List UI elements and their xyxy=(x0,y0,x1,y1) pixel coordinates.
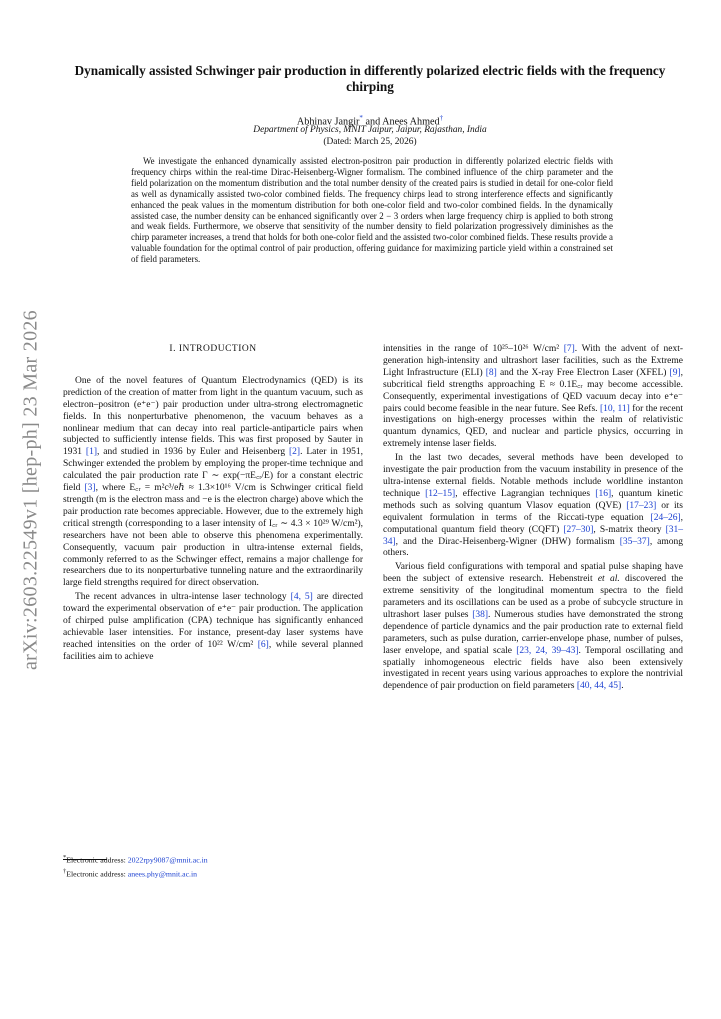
email-link-2[interactable]: anees.phy@mnit.ac.in xyxy=(127,869,198,879)
citation-link[interactable]: [40, 44, 45] xyxy=(576,681,622,692)
intro-paragraph-3: intensities in the range of 10²⁵–10²⁶ W/cm² [7]. With the advent of next-generation high-intensity and ultrashort laser facilities, such as the Extreme Light Infrastructure (ELI) [8] and the X-ray Free Electron Laser (XFEL) [9], subcritical field strengths approaching E ≈ 0.1E꜀ᵣ may become accessible. Consequently, experimental investigations of QED vacuum decay into e⁺e⁻ pairs could become feasible in the near future. See Refs. [10, 11] for the recent investigations on high-energy processes within the realm of relativistic quantum dynamics, QED, and nuclear and particle physics, occurring in extremely intense laser fields. xyxy=(383,344,683,450)
citation-link[interactable]: [7] xyxy=(563,344,575,354)
right-column xyxy=(383,344,683,695)
citation-link[interactable]: [23, 24, 39–43] xyxy=(516,645,579,656)
citation-link[interactable]: [31–34] xyxy=(383,524,684,547)
author-1: Abhinav Jangir xyxy=(296,116,360,128)
citation-link[interactable]: [38] xyxy=(472,609,489,620)
citation-link[interactable]: [12–15] xyxy=(425,488,456,499)
intro-paragraph-5: Various field configurations with temporal and spatial pulse shaping have been the subject of extensive research. Hebenstreit et al. discovered the extreme sensitivity of the longitudinal momentum spectra to the field parameters and its oscillations can be used as a probe of subcycle structure in ultrashort laser pulses [38]. Numerous studies have demonstrated the strong dependence of particle dynamics and the pair production rate to external field parameters, such as pulse duration, carrier-envelope phase, number of pulses, laser envelope, and spatial scale [23, 24, 39–43]. Temporal oscillating and spatially inhomogeneous electric fields have also been extensively investigated in recent years using various approaches to explore the nontrivial dependence of pair production on field parameters [40, 44, 45]. xyxy=(383,562,684,692)
citation-link[interactable]: [4, 5] xyxy=(290,592,313,603)
citation-link[interactable]: [2] xyxy=(289,447,301,458)
citation-link[interactable]: [8] xyxy=(485,367,497,378)
citation-link[interactable]: [27–30] xyxy=(563,524,594,535)
intro-paragraph-1: One of the novel features of Quantum Electrodynamics (QED) is its prediction of the creation of matter from light in the quantum vacuum, such as electron–positron (e⁺e⁻) pair production under ultra-strong electromagnetic fields. In this nonperturbative phenomenon, the vacuum behaves as a nonlinear medium that can decay into real particle-antiparticle pairs when subjected to sufficiently intense fields. This was first proposed by Sauter in 1931 [1], and studied in 1936 by Euler and Heisenberg [2]. Later in 1951, Schwinger extended the problem by employing the proper-time technique and calculated the pair production rate Γ ∼ exp(−πE꜀ᵣ/E) for a constant electric field [3], where E꜀ᵣ = m²c³/eℏ ≈ 1.3×10¹⁶ V/cm is Schwinger critical field strength (m is the electron mass and −e is the electron charge) above which the pair production rate becomes appreciable. However, due to the extremely high critical strength (corresponding to a laser intensity of I꜀ᵣ ∼ 4.3 × 10²⁹ W/cm²), researchers have not been able to observe this phenomena experimentally. Consequently, vacuum pair production in ultra-intense external fields, commonly referred to as the Schwinger effect, remains a major challenge for researchers due to its nonperturbative tunneling nature and the extraordinarily large field strengths required for direct observation. xyxy=(63,375,364,589)
citation-link[interactable]: [16] xyxy=(595,488,612,499)
paper-title: Dynamically assisted Schwinger pair production in differently polarized electric fields with the frequency chirping xyxy=(74,63,666,94)
citation-link[interactable]: [10, 11] xyxy=(599,403,630,414)
email-link-1[interactable]: 2022rpy9087@mnit.ac.in xyxy=(127,855,208,865)
arxiv-side-stamp: arXiv:2603.22549v1 [hep-ph] 23 Mar 2026 xyxy=(19,310,42,670)
citation-link[interactable]: [24–26] xyxy=(650,512,681,523)
date-line: (Dated: March 25, 2026) xyxy=(323,137,417,147)
author-conjunction: and xyxy=(365,116,381,128)
author-1-mark[interactable]: * xyxy=(359,114,363,122)
footnote-1: *Electronic address: 2022rpy9087@mnit.ac.in xyxy=(63,854,208,865)
author-2: Anees Ahmed xyxy=(382,116,440,128)
section-heading: I. INTRODUCTION xyxy=(169,344,257,354)
citation-link[interactable]: [1] xyxy=(85,447,97,458)
citation-link[interactable]: [3] xyxy=(84,483,96,494)
left-column xyxy=(63,344,363,666)
citation-link[interactable]: [9] xyxy=(669,367,681,378)
author-2-mark[interactable]: † xyxy=(439,114,444,122)
abstract xyxy=(131,156,613,265)
citation-link[interactable]: [17–23] xyxy=(626,500,657,511)
footnotes xyxy=(63,852,363,879)
intro-paragraph-4: In the last two decades, several methods have been developed to investigate the pair production from the vacuum instability in presence of the ultra-intense external fields. Notable methods include worldline instanton technique [12–15], effective Lagrangian techniques [16], quantum kinetic methods such as solving quantum Vlasov equation (QVE) [17–23] or its equivalent formulation in terms of the Riccati-type equation [24–26], computational quantum field theory (CQFT) [27–30], S-matrix theory [31–34], and the Dirac-Heisenberg-Wigner (DHW) formalism [35–37], among others. xyxy=(383,453,684,559)
citation-link[interactable]: [6] xyxy=(257,639,269,650)
citation-link[interactable]: [35–37] xyxy=(619,536,650,547)
affiliation: Department of Physics, MNIT Jaipur, Jaipur, Rajasthan, India xyxy=(253,125,487,135)
intro-paragraph-2: The recent advances in ultra-intense laser technology [4, 5] are directed toward the experimental observation of e⁺e⁻ pair production. The application of chirped pulse amplification (CPA) technique has significantly enhanced achievable laser intensities. For instance, present-day laser systems have reached intensities on the order of 10²² W/cm² [6], while several planned facilities aim to achieve xyxy=(63,592,364,662)
footnote-2: †Electronic address: anees.phy@mnit.ac.in xyxy=(63,867,198,879)
abstract-text: We investigate the enhanced dynamically assisted electron-positron pair production in differently polarized electric fields with frequency chirps within the real-time Dirac-Heisenberg-Wigner formalism. The combined influence of the chirp parameter and the field polarization on the momentum distribution and the total number density of the created pairs is studied in detail for one-color field as well as dynamically assisted two-color combined fields. The frequency chirps lead to strong interference effects and significantly enhanced the peak values in the momentum distribution for both one-color field and two-color combined fields. In the dynamically assisted case, the number density can be enhanced significantly over 2 − 3 orders when large frequency chirp is applied to both strong and weak fields. Furthermore, we observe that sensitivity of the number density to field polarization progressively diminishes as the chirp parameter increases, a trend that holds for both one-color field and the assisted two-color combined fields. These results provide a valuable foundation for the optimal control of pair production, offering guidance for maximizing particle yield within a constrained set of field parameters. xyxy=(131,156,613,265)
